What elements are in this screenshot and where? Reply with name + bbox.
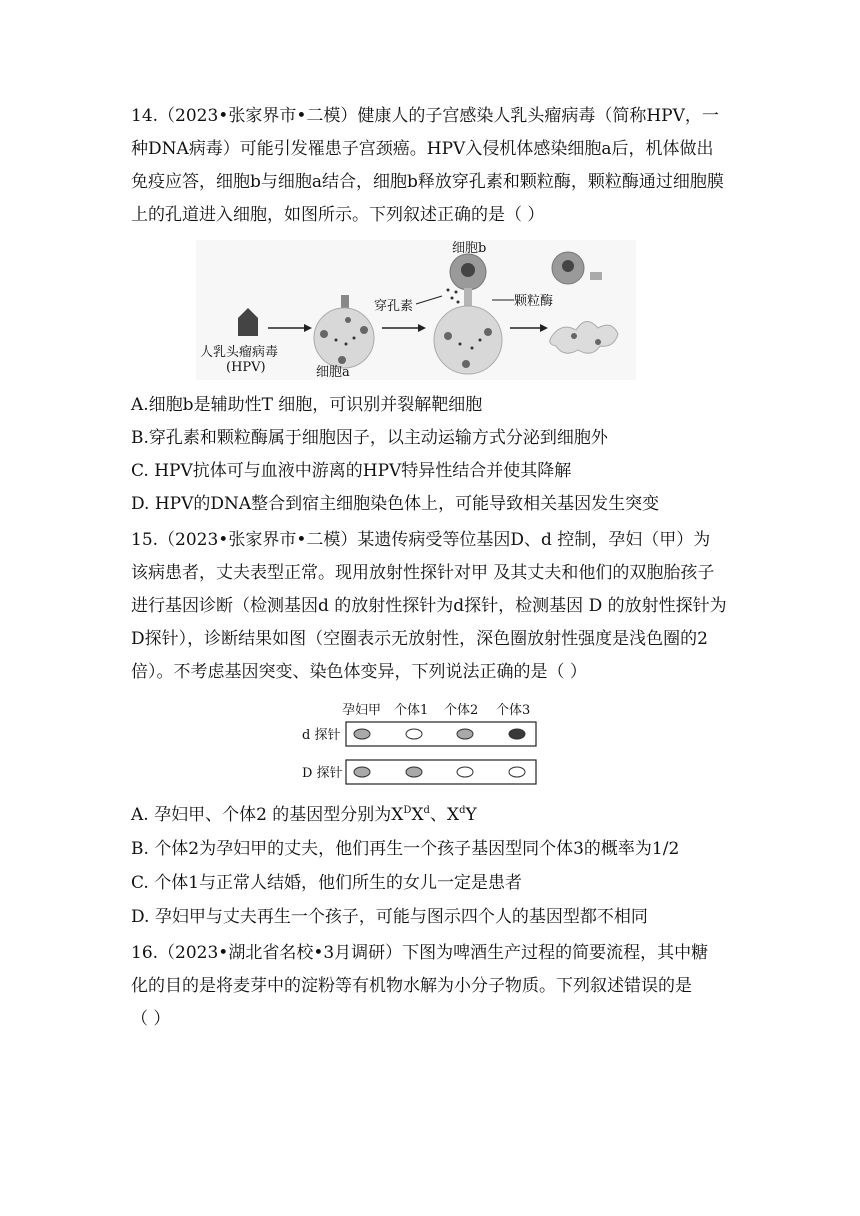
q16-line-3: （ ） — [131, 1009, 171, 1029]
q15-option-a-y: Y — [465, 805, 477, 825]
cell-b-label: 细胞b — [452, 241, 487, 256]
target-cell-icon — [434, 306, 502, 374]
q15-line-4: D探针），诊断结果如图（空圈表示无放射性，深色圈放射性强度是浅色圈的2 — [131, 629, 708, 649]
virus-label: 人乳头瘤病毒 — [200, 345, 279, 360]
probe-row-d — [354, 729, 525, 739]
probe-dot-empty — [509, 767, 525, 777]
q15-line-2: 该病患者，丈夫表型正常。现用放射性探针对甲 及其丈夫和他们的双胞胎孩子 — [131, 563, 715, 583]
probe-dot-light — [354, 729, 370, 739]
q14-line-4: 上的孔道进入细胞，如图所示。下列叙述正确的是（ ） — [131, 205, 545, 225]
col-header-3: 个体2 — [444, 703, 479, 718]
probe-dot-dark — [509, 729, 525, 739]
q15-line-5: 倍）。不考虑基因突变、染色体变异，下列说法正确的是（ ） — [131, 662, 587, 682]
col-header-1: 孕妇甲 — [342, 703, 382, 718]
q15-option-c: C. 个体1与正常人结婚，他们所生的女儿一定是患者 — [131, 873, 523, 893]
row-label-d: d 探针 — [302, 728, 341, 743]
sup-3: d — [459, 805, 466, 816]
q14-option-d: D. HPV的DNA整合到宿主细胞染色体上，可能导致相关基因发生突变 — [131, 494, 660, 514]
q14-stem — [131, 100, 731, 232]
q15-option-d: D. 孕妇甲与丈夫再生一个孩子，可能与图示四个人的基因型都不相同 — [131, 907, 648, 927]
col-header-2: 个体1 — [394, 703, 429, 718]
perforin-label: 穿孔素 — [374, 299, 414, 314]
probe-row-D — [354, 767, 525, 777]
q14-line-1: 14.（2023•张家界市•二模）健康人的子宫感染人乳头瘤病毒（简称HPV，一 — [131, 106, 719, 126]
probe-dot-empty — [406, 729, 422, 739]
q15-option-a — [131, 799, 477, 832]
q14-option-a: A.细胞b是辅助性T 细胞，可识别并裂解靶细胞 — [131, 395, 483, 415]
q15-line-3: 进行基因诊断（检测基因d 的放射性探针为d探针，检测基因 D 的放射性探针为 — [131, 596, 727, 616]
q15-line-1: 15.（2023•张家界市•二模）某遗传病受等位基因D、d 控制，孕妇（甲）为 — [131, 530, 711, 550]
q16-line-1: 16.（2023•湖北省名校•3月调研）下图为啤酒生产过程的简要流程，其中糖 — [131, 943, 709, 963]
q15-stem — [131, 524, 731, 689]
hpv-immune-figure — [196, 240, 636, 380]
col-header-4: 个体3 — [496, 703, 531, 718]
sup-2: d — [423, 805, 430, 816]
virus-label-hpv: (HPV) — [226, 360, 266, 375]
q15-option-a-text: A. 孕妇甲、个体2 的基因型分别为X — [131, 805, 404, 825]
q16-stem — [131, 937, 731, 1036]
q16-line-2: 化的目的是将麦芽中的淀粉等有机物水解为小分子物质。下列叙述错误的是 — [131, 976, 692, 996]
probe-dot-light — [457, 729, 473, 739]
q14-option-b: B.穿孔素和颗粒酶属于细胞因子，以主动运输方式分泌到细胞外 — [131, 428, 608, 448]
q14-line-2: 种DNA病毒）可能引发罹患子宫颈癌。HPV入侵机体感染细胞a后，机体做出 — [131, 139, 714, 159]
q15-option-a-x: X — [411, 805, 424, 825]
q14-option-c: C. HPV抗体可与血液中游离的HPV特异性结合并使其降解 — [131, 461, 572, 481]
row-label-D: D 探针 — [302, 766, 343, 781]
sup-1: D — [403, 805, 412, 816]
granzyme-label: 颗粒酶 — [514, 294, 554, 309]
q15-option-b: B. 个体2为孕妇甲的丈夫，他们再生一个孩子基因型同个体3的概率为1/2 — [131, 839, 680, 859]
probe-result-figure — [300, 698, 540, 788]
probe-dot-light — [406, 767, 422, 777]
probe-dot-empty — [457, 767, 473, 777]
cell-a-label: 细胞a — [316, 365, 350, 380]
q15-option-a-x2: 、X — [429, 805, 460, 825]
q14-line-3: 免疫应答，细胞b与细胞a结合，细胞b释放穿孔素和颗粒酶，颗粒酶通过细胞膜 — [131, 172, 724, 192]
probe-dot-light — [354, 767, 370, 777]
